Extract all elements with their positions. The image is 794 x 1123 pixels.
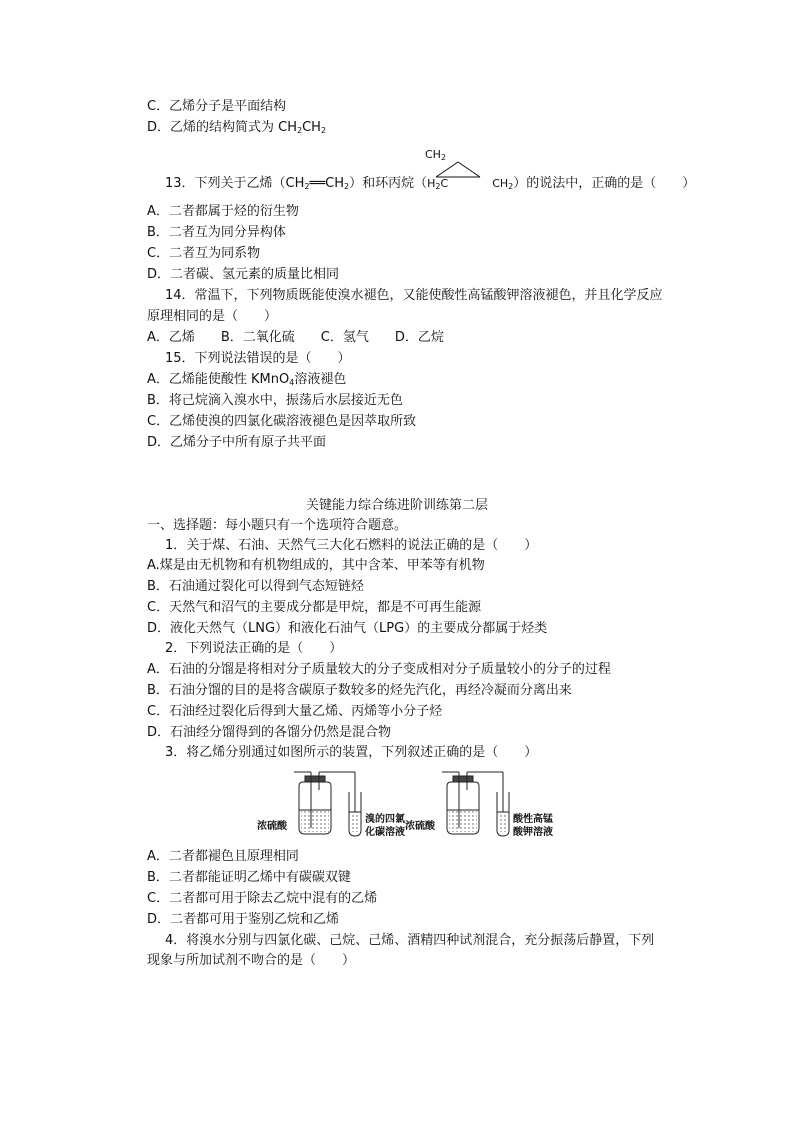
q13-option-b: B．二者互为同分异构体 [147,225,286,240]
section-title: 关键能力综合练进阶训练第二层 [305,498,488,513]
q1-option-b: B．石油通过裂化可以得到气态短链烃 [147,579,364,594]
cyclopropane-right-ch2: $CH_2$ [492,177,514,191]
cyclopropane-top-ch2: $CH_2$ [425,148,447,162]
question-15-stem: 15．下列说法错误的是（ ） [165,351,351,366]
q15-option-b: B．将己烷滴入溴水中，振荡后水层接近无色 [147,393,403,408]
q3-option-a: A．二者都褪色且原理相同 [147,849,299,864]
q2-option-d: D．石油经分馏得到的各馏分仍然是混合物 [147,725,392,740]
q1-option-c: C．天然气和沼气的主要成分都是甲烷，都是不可再生能源 [147,600,482,615]
right-gas-bottle [442,772,503,834]
right-tube-label-2: 酸钾溶液 [513,827,553,838]
q2-option-a: A．石油的分馏是将相对分子质量较大的分子变成相对分子质量较小的分子的过程 [147,662,611,677]
q14-options: A．乙烯 B．二氧化硫 C．氢气 D．乙烷 [147,330,444,345]
right-tube-label-1: 酸性高锰 [513,814,553,825]
right-bottle-label: 浓硫酸 [405,821,435,832]
q13-option-a: A．二者都属于烃的衍生物 [147,204,299,219]
q3-option-b: B．二者都能证明乙烯中有碳碳双键 [147,870,351,885]
q13-option-d: D．二者碳、氢元素的质量比相同 [147,267,340,282]
question-14-stem-line2: 原理相同的是（ ） [147,309,278,324]
left-bottle-label: 浓硫酸 [257,821,287,832]
q1-option-d: D．液化天然气（LNG）和液化石油气（LPG）的主要成分都属于烃类 [147,621,548,636]
q2-option-b: B．石油分馏的目的是将含碳原子数较多的烃先汽化，再经冷凝而分离出来 [147,683,572,698]
question-4-stem-line2: 现象与所加试剂不吻合的是（ ） [147,953,356,968]
q13-option-c: C．二者互为同系物 [147,246,261,261]
left-tube-label-1: 溴的四氯 [365,814,405,825]
q15-option-a: A．乙烯能使酸性 KMnO$_4$溶液褪色 [147,372,347,387]
section-instruction: 一、选择题：每小题只有一个选项符合题意。 [147,518,408,533]
left-tube-label-2: 化碳溶液 [365,827,405,838]
q12-option-c: C．乙烯分子是平面结构 [147,99,287,114]
gas-washing-apparatus-figure [255,766,565,838]
question-2-stem: 2．下列说法正确的是（ ） [165,641,343,656]
left-gas-bottle [294,772,355,834]
question-1-stem: 1．关于煤、石油、天然气三大化石燃料的说法正确的是（ ） [165,538,538,553]
question-13-stem: 13．下列关于乙烯$(CH_2══CH_2)$和环丙烷（$H_2C$ $CH_2$）的说法中，正确的是（ ） [165,176,696,191]
q1-option-a: A.煤是由无机物和有机物组成的，其中含苯、甲苯等有机物 [147,558,485,573]
cyclopropane-left-h2c: $H_2C$ [427,177,449,191]
q15-option-d: D．乙烯分子中所有原子共平面 [147,435,327,450]
question-3-stem: 3．将乙烯分别通过如图所示的装置，下列叙述正确的是（ ） [165,745,538,760]
question-14-stem-line1: 14．常温下，下列物质既能使溴水褪色，又能使酸性高锰酸钾溶液褪色，并且化学反应 [165,288,663,303]
q12-option-d: D．乙烯的结构简式为 $CH_2CH_2$ [147,120,327,135]
q2-option-c: C．石油经过裂化后得到大量乙烯、丙烯等小分子烃 [147,704,443,719]
q15-option-c: C．乙烯使溴的四氯化碳溶液褪色是因萃取所致 [147,414,417,429]
q3-option-c: C．二者都可用于除去乙烷中混有的乙烯 [147,891,378,906]
question-4-stem-line1: 4．将溴水分别与四氯化碳、己烷、己烯、酒精四种试剂混合，充分振荡后静置，下列 [165,933,655,948]
q3-option-d: D．二者都可用于鉴别乙烷和乙烯 [147,912,340,927]
